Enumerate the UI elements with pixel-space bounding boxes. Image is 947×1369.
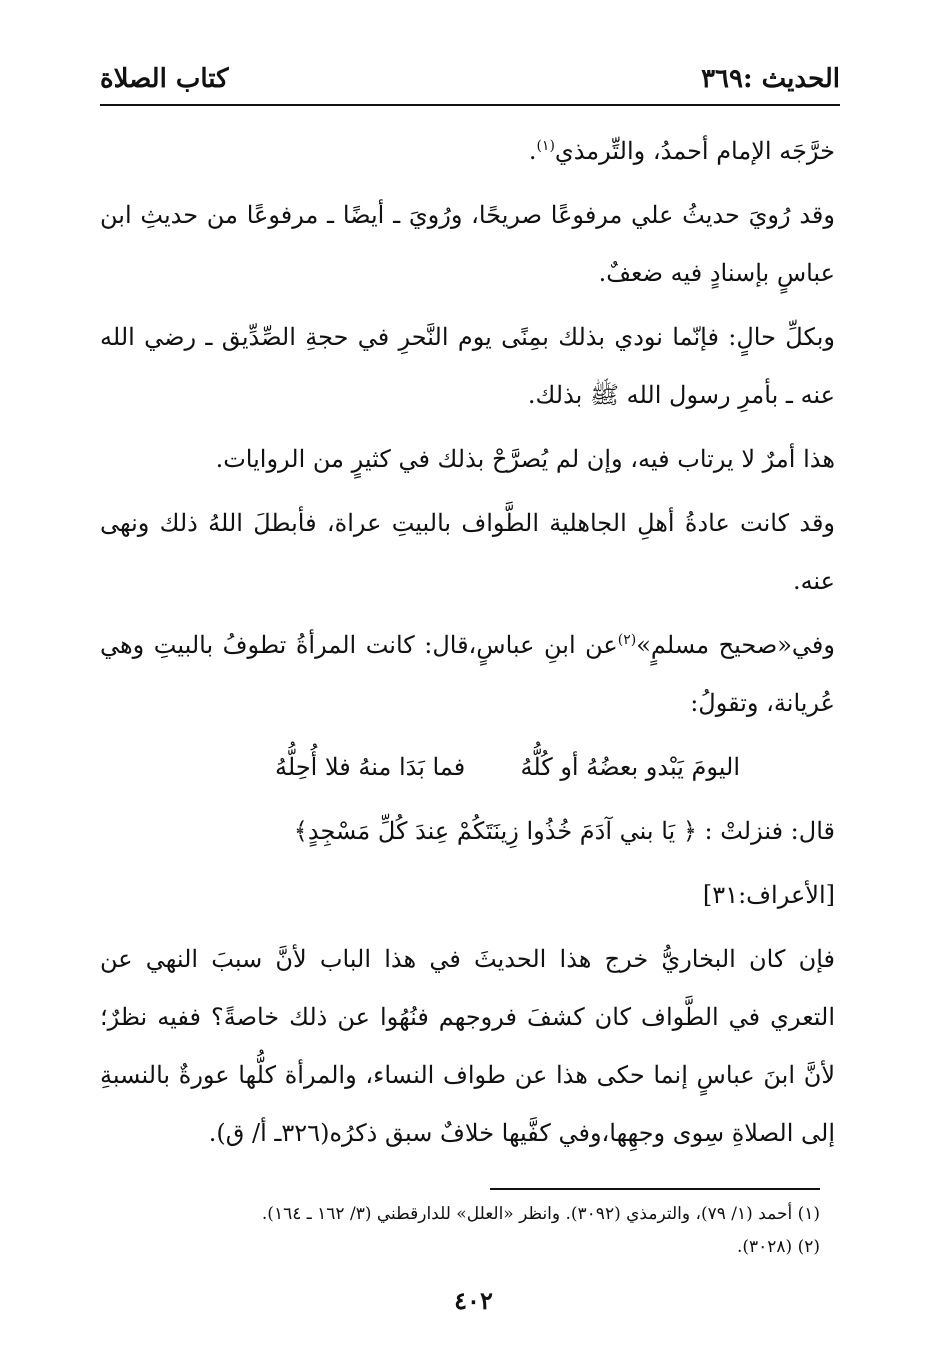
footnote-ref-2: (٢) — [617, 632, 637, 648]
verse-first-hemistich: اليومَ يَبْدو بعضُهُ أو كُلُّهُ — [520, 753, 740, 781]
paragraph-5: وقد كانت عادةُ أهلِ الجاهلية الطَّواف بالبيتِ عراة، فأبطلَ اللهُ ذلك ونهى عنه. — [100, 509, 835, 595]
verse-second-hemistich: فما بَدَا منهُ فلا أُحِلُّهُ — [275, 753, 466, 781]
running-header — [100, 62, 840, 102]
footnotes — [100, 1198, 820, 1264]
paragraph-1 — [100, 122, 835, 180]
footnote-2: (٢) (٣٠٢٨). — [736, 1237, 820, 1257]
footnote-divider — [490, 1188, 820, 1190]
main-text — [100, 122, 835, 1168]
paragraph-2: وقد رُويَ حديثُ علي مرفوعًا صريحًا، ورُويَ ـ أيضًا ـ مرفوعًا من حديثِ ابن عباسٍ بإسنادٍ فيه ضعفٌ. — [100, 201, 835, 287]
paragraph-1-end: . — [528, 137, 537, 165]
paragraph-8: فإن كان البخاريُّ خرج هذا الحديثَ في هذا الباب لأنَّ سببَ النهي عن التعري في الطَّواف كان كشفَ فروجهم فنُهُوا عن ذلك خاصةً؟ ففيه نظرٌ؛ لأنَّ ابنَ عباسٍ إنما حكى هذا عن طواف النساء، والمرأة كلُّها عورةٌ بالنسبةِ إلى الصلاةِ سِوى وجهِها،وفي كفَّيها خلافٌ سبق ذكرُه(٣٢٦ـ أ/ ق). — [100, 945, 835, 1147]
paragraph-3: وبكلِّ حالٍ: فإنّما نودي بذلك بمِنًى يوم النَّحرِ في حجةِ الصِّدِّيق ـ رضي الله عنه ـ بأمرِ رسول الله ﷺ بذلك. — [100, 323, 835, 409]
hadith-number-label: الحديث :٣٦٩ — [701, 64, 840, 94]
footnote-1: (١) أحمد (١/ ٧٩)، والترمذي (٣٠٩٢). وانظر «العلل» للدارقطني (٣/ ١٦٢ ـ ١٦٤). — [261, 1204, 820, 1224]
paragraph-7: قال: فنزلتْ : ﴿ يَا بني آدَمَ خُذُوا زِينَتَكُمْ عِندَ كُلِّ مَسْجِدٍ﴾ — [293, 817, 835, 845]
paragraph-6-start: وفي«صحيح مسلمٍ» — [636, 631, 835, 659]
quran-reference: [الأعراف:٣١] — [702, 881, 835, 909]
book-title: كتاب الصلاة — [100, 64, 229, 94]
header-divider — [100, 104, 840, 106]
paragraph-6 — [100, 616, 835, 732]
paragraph-6-end: عن ابنِ عباسٍ،قال: كانت المرأةُ تطوفُ بالبيتِ وهي عُريانة، وتقولُ: — [100, 631, 835, 717]
page-number: ٤٠٢ — [454, 1286, 493, 1315]
poetry-verse — [100, 738, 835, 796]
paragraph-4: هذا أمرٌ لا يرتاب فيه، وإن لم يُصرَّحْ بذلك في كثيرٍ من الروايات. — [215, 445, 835, 473]
footnote-ref-1: (١) — [536, 138, 555, 154]
paragraph-1-text: خرَّجَه الإمام أحمدُ، والتِّرمذي — [554, 137, 835, 165]
